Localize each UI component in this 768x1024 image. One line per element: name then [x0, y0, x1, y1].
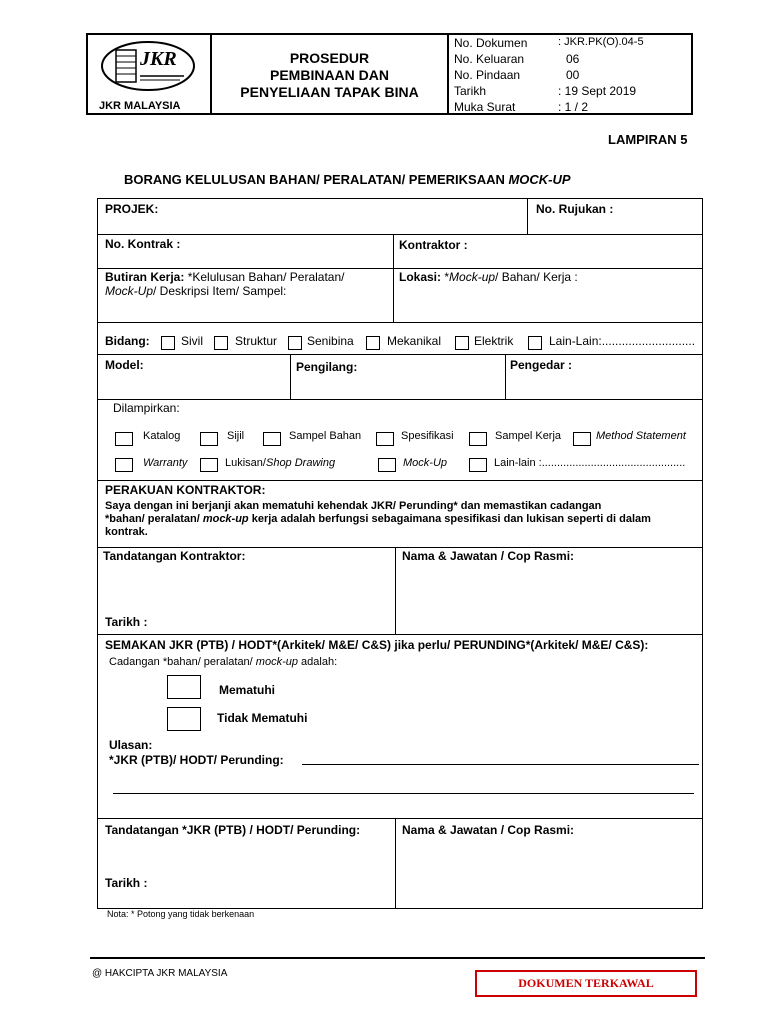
- row-divider: [97, 399, 703, 400]
- butiran-label: Butiran Kerja:: [105, 270, 185, 284]
- pengilang-label: Pengilang:: [296, 360, 358, 374]
- title-line-3: PENYELIAAN TAPAK BINA: [240, 84, 419, 100]
- tarikh-label: Tarikh :: [105, 615, 148, 629]
- bidang-checkbox-struktur[interactable]: [214, 336, 228, 350]
- row-divider: [97, 547, 703, 548]
- lampiran-option: Mock-Up: [403, 457, 448, 469]
- row-divider: [97, 354, 703, 355]
- butiran-text: *Kelulusan Bahan/ Peralatan/: [184, 270, 345, 284]
- meta-value: : 19 Sept 2019: [558, 84, 637, 98]
- row-divider: [97, 818, 703, 819]
- meta-value: : JKR.PK(O).04-5: [558, 36, 644, 48]
- tarikh-label-2: Tarikh :: [105, 876, 148, 890]
- lukisan-text: Lukisan/: [225, 457, 266, 469]
- semakan-cadangan: [109, 656, 337, 668]
- lampiran-checkbox-mock-up[interactable]: [378, 458, 396, 472]
- lampiran-checkbox-sampel-kerja[interactable]: [469, 432, 487, 446]
- procedure-title: [212, 50, 447, 101]
- lampiran-option: Spesifikasi: [401, 430, 454, 442]
- title-line-1: PROSEDUR: [289, 50, 370, 66]
- lampiran-checkbox-lukisan[interactable]: [200, 458, 218, 472]
- lokasi-label: Lokasi:: [399, 270, 442, 284]
- perakuan-line-2b: kerja adalah berfungsi sebagaimana spesifikasi dan lukisan seperti di dalam: [248, 513, 651, 525]
- cadangan-italic: mock-up: [255, 656, 298, 668]
- lampiran-checkbox-sampel-bahan[interactable]: [263, 432, 281, 446]
- form-title: [124, 172, 571, 187]
- lampiran-checkbox-sijil[interactable]: [200, 432, 218, 446]
- kontrak-label: No. Kontrak :: [105, 237, 181, 251]
- dilampirkan-label: Dilampirkan:: [113, 401, 180, 415]
- meta-value: : 1 / 2: [558, 100, 589, 114]
- lampiran-checkbox-lain-lain[interactable]: [469, 458, 487, 472]
- bidang-checkbox-senibina[interactable]: [288, 336, 302, 350]
- bidang-checkbox-elektrik[interactable]: [455, 336, 469, 350]
- model-label: Model:: [105, 358, 144, 372]
- row-divider: [97, 234, 703, 235]
- bidang-checkbox-lain[interactable]: [528, 336, 542, 350]
- bidang-label: Bidang:: [105, 334, 150, 348]
- lampiran-option: Katalog: [143, 430, 181, 442]
- perakuan-italic: mock-up: [202, 513, 249, 525]
- ulasan-label: Ulasan:: [109, 738, 153, 752]
- row-divider: [97, 322, 703, 323]
- lampiran-option: Warranty: [143, 457, 188, 469]
- footer-rule: [90, 957, 705, 959]
- title-line-2: PEMBINAAN DAN: [270, 67, 389, 83]
- row-divider: [97, 268, 703, 269]
- lampiran-checkbox-warranty[interactable]: [115, 458, 133, 472]
- semakan-title: SEMAKAN JKR (PTB) / HODT*(Arkitek/ M&E/ C&S) jika perlu/ PERUNDING*(Arkitek/ M&E/ C&S):: [105, 638, 649, 652]
- col-divider: [395, 547, 396, 634]
- lokasi-italic: Mock-up: [449, 270, 496, 284]
- bidang-option: Lain-Lain:............................: [549, 334, 696, 348]
- butiran-italic: Mock-Up: [105, 284, 154, 298]
- bidang-option: Mekanikal: [387, 334, 442, 348]
- dokumen-terkawal-stamp: DOKUMEN TERKAWAL: [475, 970, 697, 997]
- kontraktor-label: Kontraktor :: [399, 238, 468, 252]
- nama-jawatan-label-2: Nama & Jawatan / Cop Rasmi:: [402, 823, 575, 837]
- rujukan-label: No. Rujukan :: [536, 202, 614, 216]
- tandatangan-kontraktor-label: Tandatangan Kontraktor:: [103, 549, 246, 563]
- col-divider: [393, 234, 394, 322]
- nota-text: Nota: * Potong yang tidak berkenaan: [107, 909, 255, 919]
- perakuan-line-3: kontrak.: [105, 526, 148, 538]
- lampiran-option: Method Statement: [596, 430, 686, 442]
- perakuan-title: PERAKUAN KONTRAKTOR:: [105, 483, 266, 497]
- projek-label: PROJEK:: [105, 202, 159, 216]
- col-divider: [527, 198, 528, 234]
- perakuan-line-1: Saya dengan ini berjanji akan mematuhi kehendak JKR/ Perunding* dan memastikan cadangan: [105, 500, 602, 512]
- lampiran-option: Lain-lain :...............................................: [494, 457, 686, 469]
- bidang-checkbox-mekanikal[interactable]: [366, 336, 380, 350]
- col-divider: [290, 354, 291, 399]
- lampiran-checkbox-spesifikasi[interactable]: [376, 432, 394, 446]
- meta-label: Muka Surat: [454, 100, 516, 114]
- perakuan-line-2: [105, 513, 700, 526]
- bidang-option: Struktur: [235, 334, 278, 348]
- bidang-option: Elektrik: [474, 334, 514, 348]
- lampiran-option: Sampel Kerja: [495, 430, 562, 442]
- shop-drawing-text: Shop Drawing: [265, 457, 336, 469]
- meta-value: 06: [566, 52, 580, 66]
- mematuhi-label: Mematuhi: [219, 683, 276, 697]
- perakuan-text: [105, 500, 700, 539]
- cadangan-text: Cadangan *bahan/ peralatan/: [109, 656, 256, 668]
- col-divider: [505, 354, 506, 399]
- lampiran-checkbox-katalog[interactable]: [115, 432, 133, 446]
- header-divider-2: [447, 33, 449, 115]
- meta-label: No. Pindaan: [454, 68, 521, 82]
- copyright: @ HAKCIPTA JKR MALAYSIA: [92, 968, 228, 979]
- nama-jawatan-label: Nama & Jawatan / Cop Rasmi:: [402, 549, 575, 563]
- bidang-checkbox-sivil[interactable]: [161, 336, 175, 350]
- tidak-mematuhi-label: Tidak Mematuhi: [217, 711, 308, 725]
- pengedar-label: Pengedar :: [510, 358, 573, 372]
- meta-label: Tarikh: [454, 84, 487, 98]
- lampiran-label: LAMPIRAN 5: [608, 132, 688, 147]
- form-title-main: BORANG KELULUSAN BAHAN/ PERALATAN/ PEMERIKSAAN: [124, 172, 509, 187]
- org-name: JKR MALAYSIA: [99, 100, 181, 112]
- butiran-kerja: [105, 270, 390, 298]
- tandatangan-jkr-label: Tandatangan *JKR (PTB) / HODT/ Perunding:: [105, 823, 361, 837]
- meta-label: No. Dokumen: [454, 36, 528, 50]
- ulasan-line-2[interactable]: [113, 793, 694, 794]
- lampiran-option: Sampel Bahan: [289, 430, 362, 442]
- meta-label: No. Keluaran: [454, 52, 525, 66]
- form-title-italic: MOCK-UP: [508, 172, 571, 187]
- bidang-option: Sivil: [181, 334, 204, 348]
- col-divider: [395, 818, 396, 909]
- logo-text: JKR: [140, 48, 177, 70]
- ulasan-line-1[interactable]: [302, 764, 699, 765]
- lokasi: [399, 270, 578, 284]
- perakuan-line-2a: *bahan/ peralatan/: [105, 513, 203, 525]
- lampiran-option: [225, 457, 335, 469]
- lampiran-option: Sijil: [227, 430, 245, 442]
- butiran-text-2: / Deskripsi Item/ Sampel:: [153, 284, 287, 298]
- ulasan-by-label: *JKR (PTB)/ HODT/ Perunding:: [109, 753, 284, 767]
- mematuhi-checkbox[interactable]: [167, 675, 201, 699]
- lokasi-text-2: / Bahan/ Kerja :: [495, 270, 578, 284]
- cadangan-text-2: adalah:: [297, 656, 338, 668]
- lokasi-text: *: [441, 270, 450, 284]
- bidang-option: Senibina: [307, 334, 354, 348]
- meta-value: 00: [566, 68, 580, 82]
- row-divider: [97, 480, 703, 481]
- row-divider: [97, 634, 703, 635]
- tidak-mematuhi-checkbox[interactable]: [167, 707, 201, 731]
- jkr-logo: [100, 40, 196, 96]
- lampiran-checkbox-method-statement[interactable]: [573, 432, 591, 446]
